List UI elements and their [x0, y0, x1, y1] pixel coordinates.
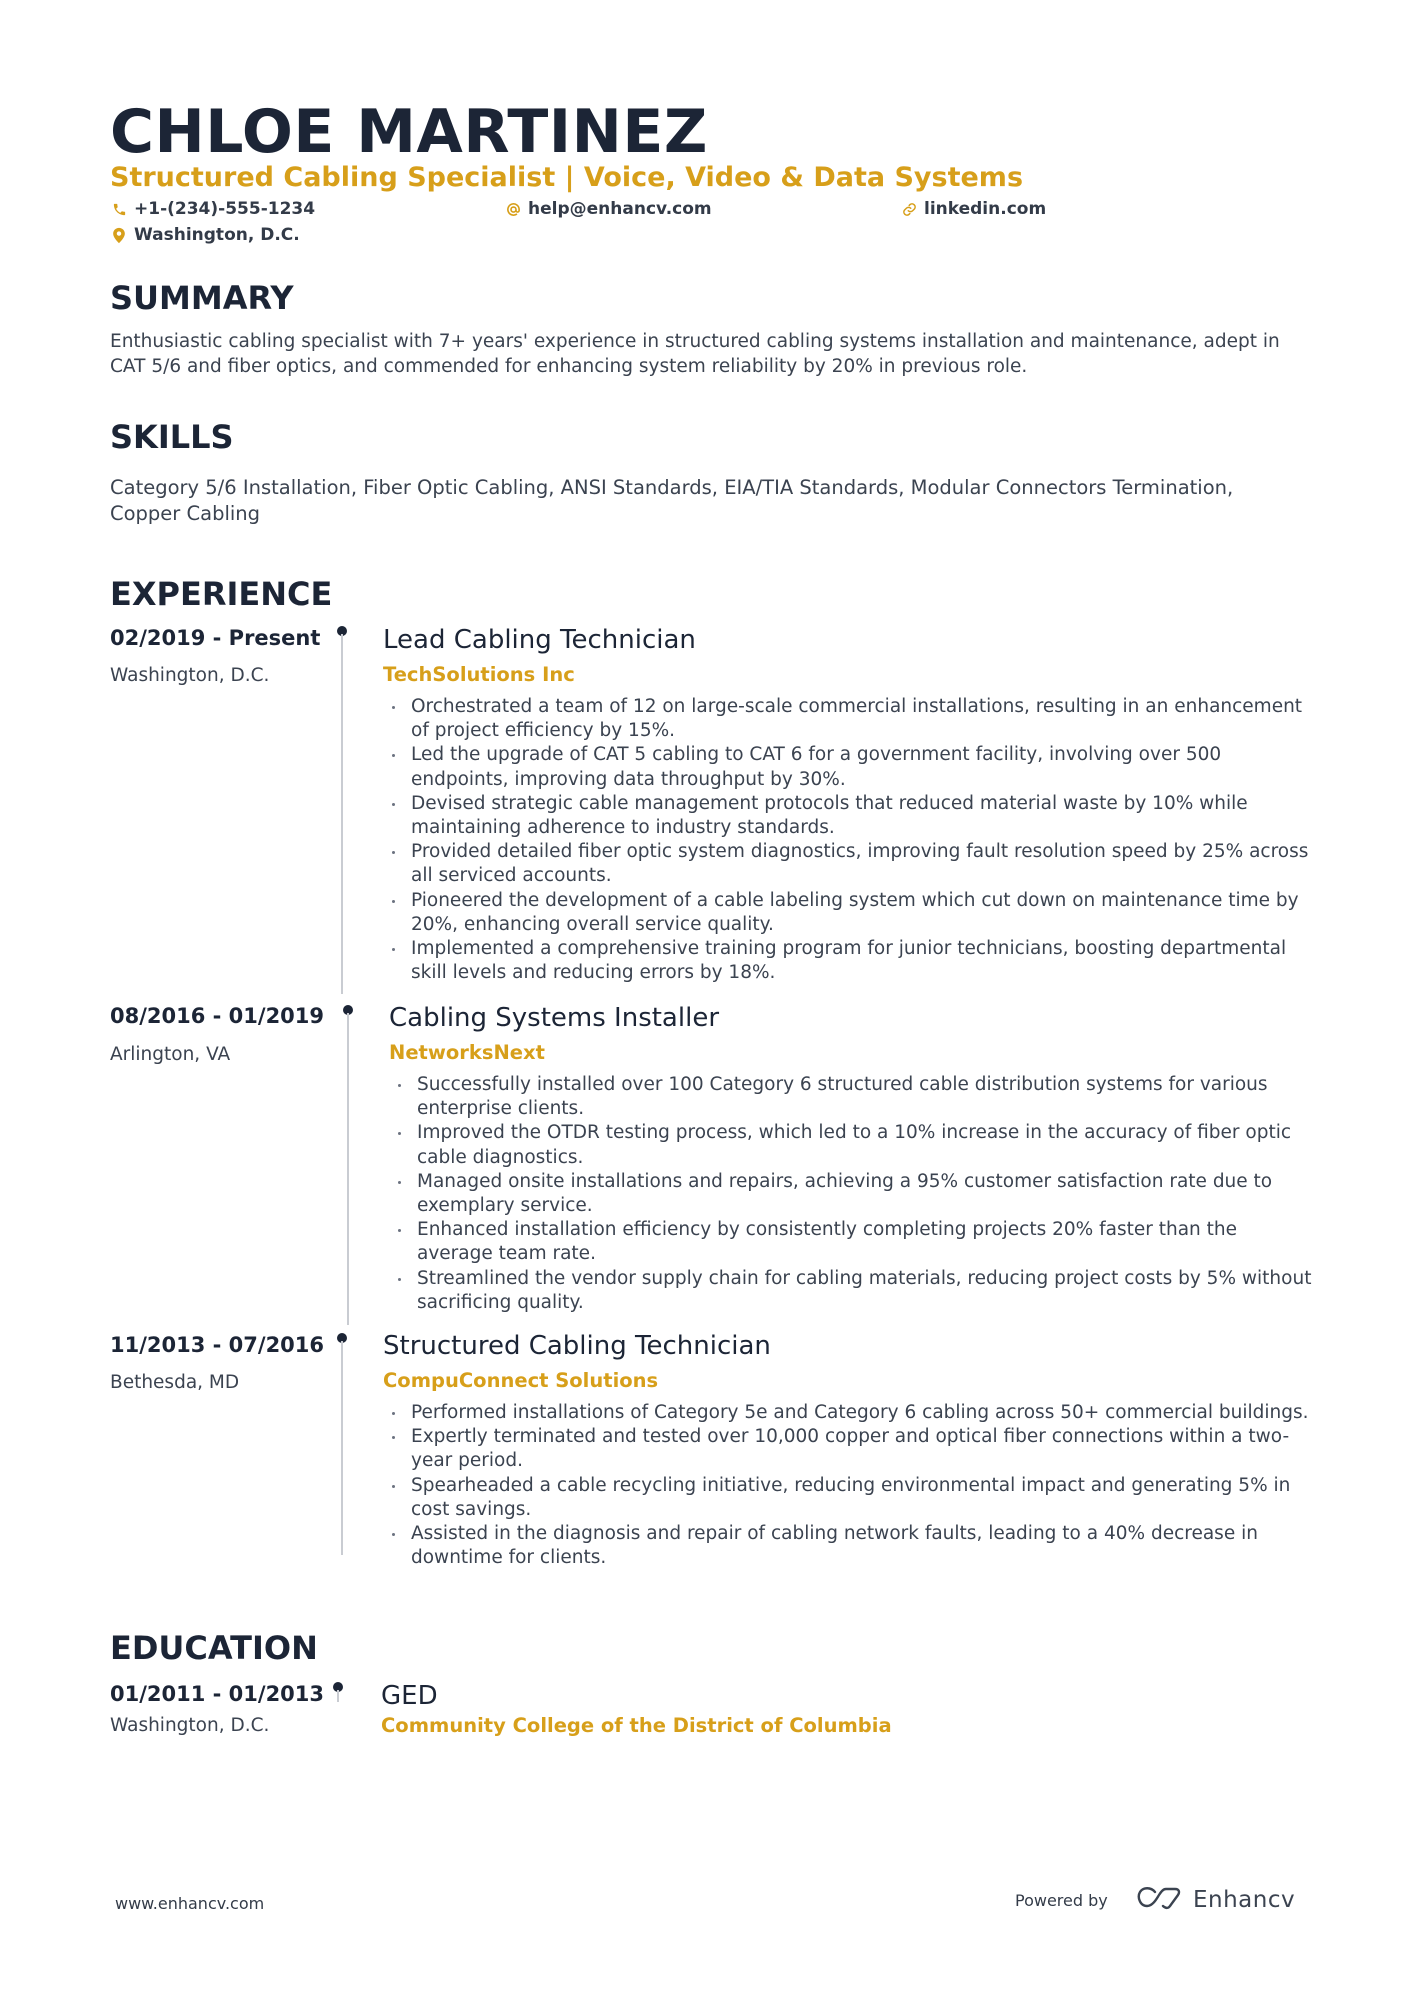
experience-heading: EXPERIENCE	[110, 575, 333, 613]
contact-linkedin	[900, 197, 1046, 221]
at-icon	[504, 200, 522, 218]
linkedin-link[interactable]: linkedin.com	[924, 199, 1047, 219]
candidate-title: Structured Cabling Specialist | Voice, Video & Data Systems	[110, 162, 1024, 193]
list-item: Managed onsite installations and repairs, achieving a 95% customer satisfaction rate due to exemplary service.	[389, 1170, 1313, 1218]
footer-website-link[interactable]: www.enhancv.com	[115, 1894, 265, 1913]
list-item: Devised strategic cable management protocols that reduced material waste by 10% while maintaining adherence to industry standards.	[383, 792, 1313, 840]
link-icon	[900, 200, 918, 218]
timeline-line	[341, 634, 343, 994]
job-company: NetworksNext	[389, 1041, 545, 1064]
job-location: Bethesda, MD	[110, 1372, 240, 1393]
phone-icon	[110, 200, 128, 218]
email-link[interactable]: help@enhancv.com	[528, 199, 712, 219]
list-item: Improved the OTDR testing process, which led to a 10% increase in the accuracy of fiber optic cable diagnostics.	[389, 1121, 1313, 1169]
job-role: Cabling Systems Installer	[389, 1003, 720, 1033]
job-company: CompuConnect Solutions	[383, 1369, 659, 1392]
summary-text: Enthusiastic cabling specialist with 7+ years' experience in structured cabling systems installation and maintenance, adept in CAT 5/6 and fiber optics, and commended for enhancing system reliability by 20% in previous role.	[110, 331, 1280, 377]
phone-text: +1-(234)-555-1234	[134, 199, 316, 219]
list-item: Orchestrated a team of 12 on large-scale commercial installations, resulting in an enhancement of project efficiency by 15%.	[383, 695, 1313, 743]
list-item: Assisted in the diagnosis and repair of cabling network faults, leading to a 40% decrease in downtime for clients.	[383, 1522, 1313, 1570]
job-bullets	[383, 1401, 1313, 1570]
contact-location	[110, 223, 300, 247]
location-text: Washington, D.C.	[134, 225, 300, 245]
education-location: Washington, D.C.	[110, 1715, 270, 1736]
candidate-name: CHLOE MARTINEZ	[110, 97, 708, 167]
education-heading: EDUCATION	[110, 1629, 318, 1667]
job-location: Arlington, VA	[110, 1044, 231, 1065]
timeline-line	[341, 1341, 343, 1555]
job-role: Structured Cabling Technician	[383, 1331, 771, 1361]
list-item: Spearheaded a cable recycling initiative, reducing environmental impact and generating 5% in cost savings.	[383, 1474, 1313, 1522]
job-dates: 11/2013 - 07/2016	[110, 1333, 325, 1357]
job-bullets	[389, 1073, 1313, 1315]
skills-text: Category 5/6 Installation, Fiber Optic Cabling, ANSI Standards, EIA/TIA Standards, Modular Connectors Termination, Copper Cabling	[110, 476, 1234, 525]
map-pin-icon	[110, 226, 128, 244]
list-item: Led the upgrade of CAT 5 cabling to CAT 6 for a government facility, involving over 500 endpoints, improving data throughput by 30%.	[383, 743, 1313, 791]
list-item: Enhanced installation efficiency by consistently completing projects 20% faster than the average team rate.	[389, 1218, 1313, 1266]
skills-heading: SKILLS	[110, 418, 234, 456]
brand-logo[interactable]	[1135, 1882, 1295, 1918]
list-item: Implemented a comprehensive training program for junior technicians, boosting departmental skill levels and reducing errors by 18%.	[383, 937, 1313, 985]
job-dates: 08/2016 - 01/2019	[110, 1004, 325, 1028]
contact-email	[504, 197, 712, 221]
contact-phone	[110, 197, 315, 221]
job-location: Washington, D.C.	[110, 665, 270, 686]
infinity-logo-icon	[1135, 1884, 1183, 1917]
list-item: Provided detailed fiber optic system diagnostics, improving fault resolution speed by 25% across all serviced accounts.	[383, 840, 1313, 888]
timeline-line	[337, 1690, 339, 1702]
list-item: Expertly terminated and tested over 10,000 copper and optical fiber connections within a two-year period.	[383, 1425, 1313, 1473]
job-bullets	[383, 695, 1313, 985]
list-item: Successfully installed over 100 Category 6 structured cable distribution systems for various enterprise clients.	[389, 1073, 1313, 1121]
powered-by-text: Powered by	[1015, 1891, 1108, 1910]
summary-heading: SUMMARY	[110, 279, 294, 317]
list-item: Streamlined the vendor supply chain for cabling materials, reducing project costs by 5% without sacrificing quality.	[389, 1267, 1313, 1315]
job-dates: 02/2019 - Present	[110, 626, 321, 650]
education-degree: GED	[381, 1681, 438, 1711]
education-school: Community College of the District of Columbia	[381, 1714, 892, 1737]
education-dates: 01/2011 - 01/2013	[110, 1682, 325, 1706]
list-item: Performed installations of Category 5e and Category 6 cabling across 50+ commercial buildings.	[383, 1401, 1313, 1425]
list-item: Pioneered the development of a cable labeling system which cut down on maintenance time by 20%, enhancing overall service quality.	[383, 889, 1313, 937]
job-company: TechSolutions Inc	[383, 663, 575, 686]
timeline-line	[347, 1013, 349, 1325]
job-role: Lead Cabling Technician	[383, 625, 696, 655]
brand-name: Enhancv	[1193, 1887, 1296, 1913]
